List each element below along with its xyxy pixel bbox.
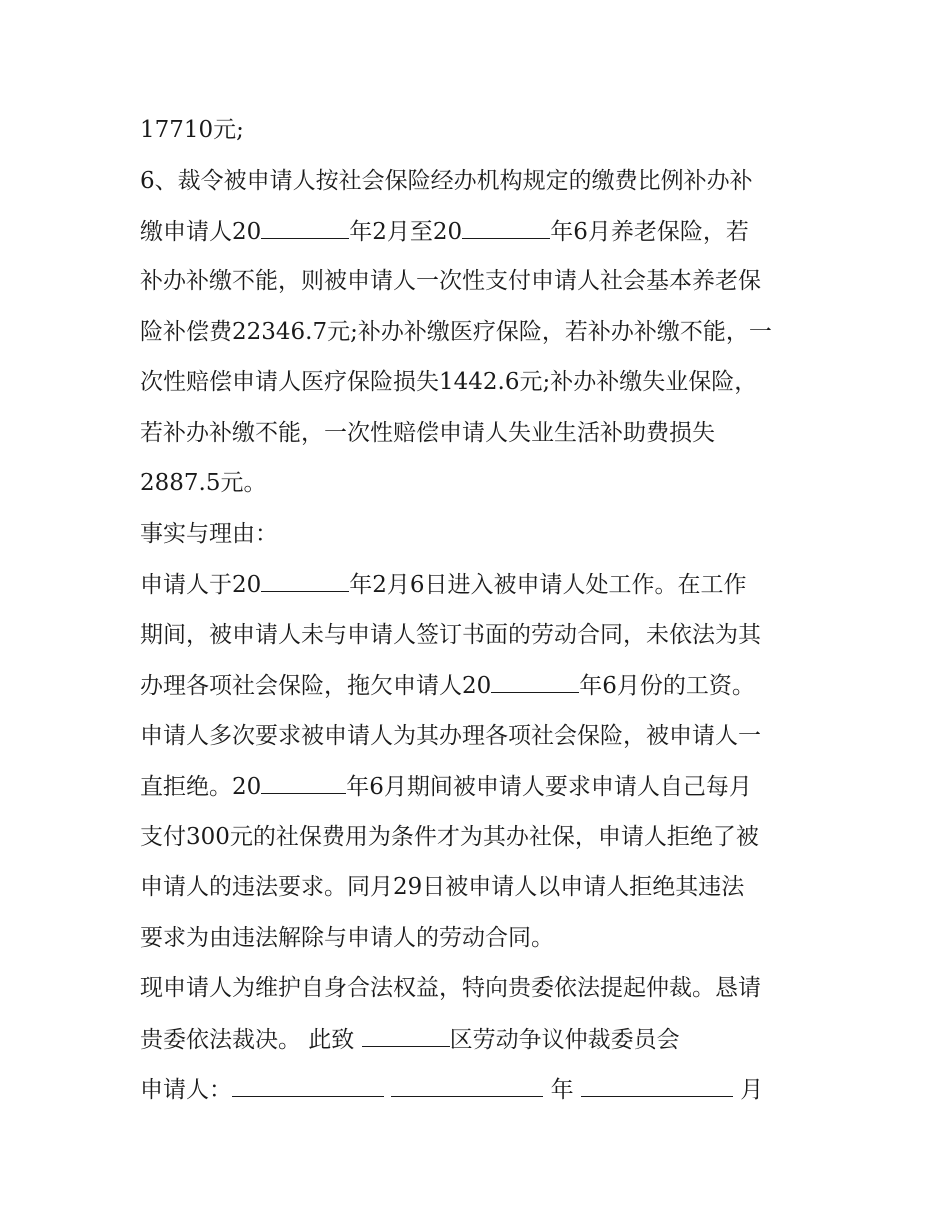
fill-blank: [462, 216, 550, 239]
text-line: [140, 771, 830, 801]
fill-blank: [261, 216, 349, 239]
fill-blank: [491, 670, 579, 693]
text-line: [140, 166, 830, 196]
text-line: [140, 418, 830, 448]
fill-blank: [581, 1074, 733, 1097]
line-text: 申请人于20: [140, 572, 262, 598]
text-line: [140, 266, 830, 296]
line-text: 申请人：: [140, 1077, 232, 1103]
line-text: 年: [550, 1077, 574, 1103]
line-text: 年6月份的工资。: [579, 673, 755, 699]
line-text: 支付300元的社保费用为条件才为其办社保，申请人拒绝了被: [140, 824, 759, 850]
line-text: 17710元;: [140, 117, 244, 143]
section-heading: [140, 519, 830, 549]
line-text: 2887.5元。: [140, 470, 267, 496]
text-line: [140, 115, 830, 145]
text-line: [140, 216, 830, 246]
line-text: 要求为由违法解除与申请人的劳动合同。: [140, 925, 554, 951]
line-text: 次性赔偿申请人医疗保险损失1442.6元;补办补缴失业保险，: [140, 369, 758, 395]
line-text: 申请人多次要求被申请人为其办理各项社会保险，被申请人一: [140, 723, 761, 749]
line-text: 险补偿费22346.7元;补办补缴医疗保险，若补办补缴不能，一: [140, 319, 772, 345]
line-text: 办理各项社会保险，拖欠申请人20: [140, 673, 492, 699]
line-text: 区劳动争议仲裁委员会: [449, 1027, 680, 1053]
line-text: 补办补缴不能，则被申请人一次性支付申请人社会基本养老保: [140, 268, 761, 294]
line-text: 申请人的违法要求。同月29日被申请人以申请人拒绝其违法: [140, 874, 745, 900]
fill-blank: [232, 1074, 384, 1097]
text-line: [140, 670, 830, 700]
text-line: [140, 620, 830, 650]
text-line: [140, 721, 830, 751]
fill-blank: [391, 1074, 543, 1097]
line-text: 年2月至20: [349, 219, 463, 245]
text-line: [140, 872, 830, 902]
fill-blank: [362, 1024, 450, 1047]
line-text: 年6月养老保险，若: [550, 219, 749, 245]
line-text: 年6月期间被申请人要求申请人自己每月: [346, 774, 752, 800]
text-line: [140, 468, 830, 498]
text-line: [140, 973, 830, 1003]
line-text: 6、裁令被申请人按社会保险经办机构规定的缴费比例补办补: [140, 168, 753, 194]
line-text: 年2月6日进入被申请人处工作。在工作: [349, 572, 747, 598]
fill-blank: [261, 771, 346, 794]
text-line: [140, 569, 830, 599]
text-line: [140, 367, 830, 397]
signature-line: [140, 1074, 830, 1104]
line-text: 直拒绝。20: [140, 774, 262, 800]
line-text: 若补办补缴不能，一次性赔偿申请人失业生活补助费损失: [140, 420, 715, 446]
text-line: [140, 1024, 830, 1054]
text-line: [140, 317, 830, 347]
line-text: 月: [740, 1077, 764, 1103]
line-text: 期间，被申请人未与申请人签订书面的劳动合同，未依法为其: [140, 622, 761, 648]
text-line: [140, 822, 830, 852]
line-text: 缴申请人20: [140, 219, 262, 245]
line-text: 现申请人为维护自身合法权益，特向贵委依法提起仲裁。恳请: [140, 975, 761, 1001]
text-line: [140, 923, 830, 953]
line-text: 贵委依法裁决。 此致: [140, 1027, 362, 1053]
line-text: 事实与理由：: [140, 521, 278, 547]
fill-blank: [261, 569, 349, 592]
